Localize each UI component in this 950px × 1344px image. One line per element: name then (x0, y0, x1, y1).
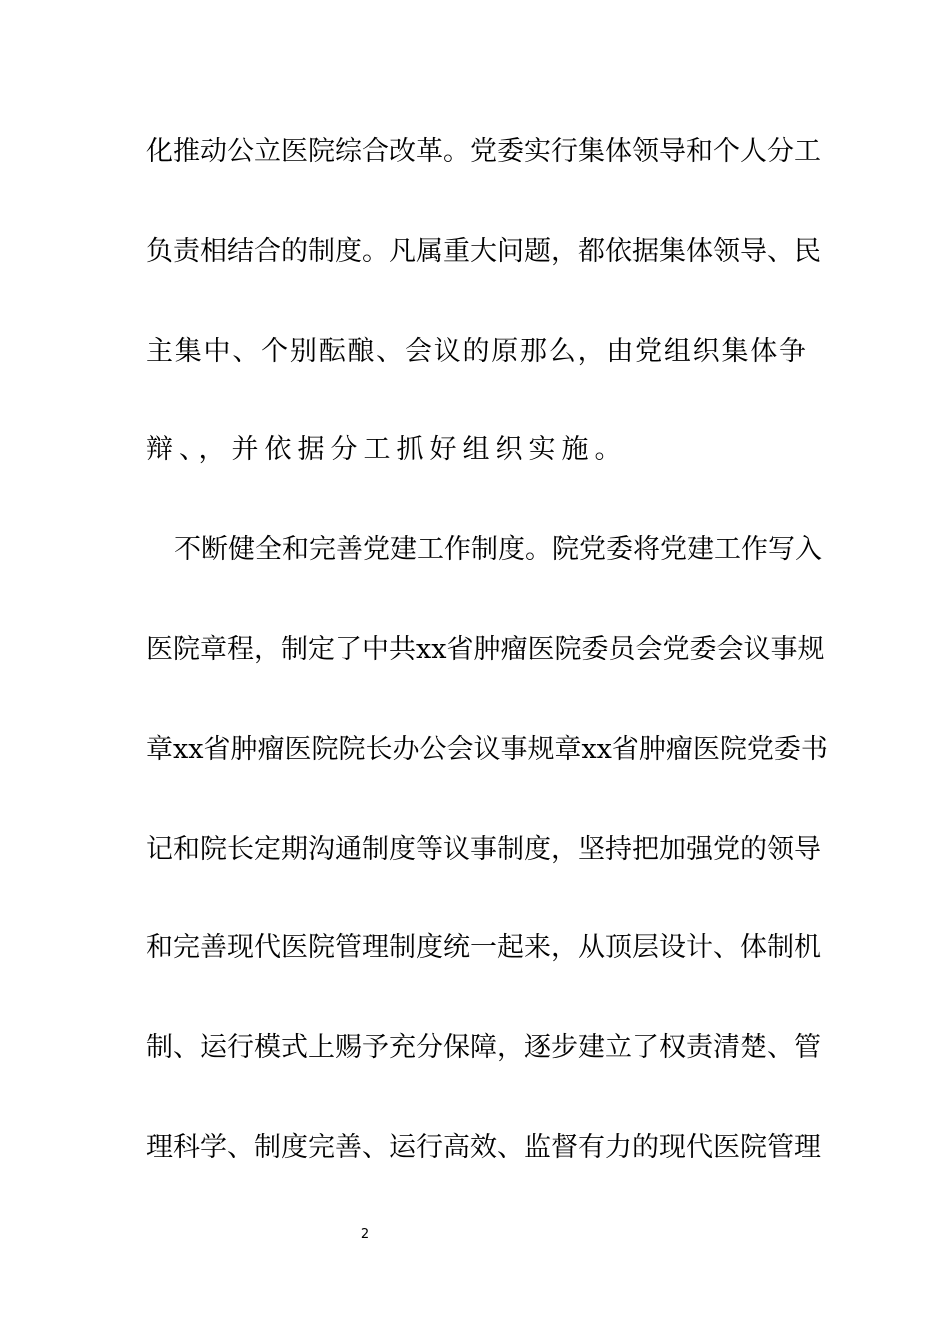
body-text-line: 负责相结合的制度。凡属重大问题，都依据集体领导、民 (146, 236, 821, 267)
body-text-line: 化推动公立医院综合改革。党委实行集体领导和个人分工 (146, 136, 821, 167)
body-text-line: 理科学、制度完善、运行高效、监督有力的现代医院管理 (146, 1132, 821, 1163)
body-text-line: 医院章程，制定了中共xx省肿瘤医院委员会党委会议事规 (146, 634, 825, 665)
body-text-line: 章xx省肿瘤医院院长办公会议事规章xx省肿瘤医院党委书 (146, 734, 828, 765)
paragraph-first-line: 不断健全和完善党建工作制度。院党委将党建工作写入 (174, 534, 822, 565)
body-text-line: 辩、，并依据分工抓好组织实施。 (146, 434, 628, 465)
body-text-line: 和完善现代医院管理制度统一起来，从顶层设计、体制机 (146, 932, 821, 963)
body-text-line: 记和院长定期沟通制度等议事制度，坚持把加强党的领导 (146, 834, 821, 865)
body-text-line: 主集中、个别酝酿、会议的原那么，由党组织集体争 (146, 336, 806, 367)
page-number: 2 (360, 1227, 370, 1242)
body-text-line: 制、运行模式上赐予充分保障，逐步建立了权责清楚、管 (146, 1032, 821, 1063)
